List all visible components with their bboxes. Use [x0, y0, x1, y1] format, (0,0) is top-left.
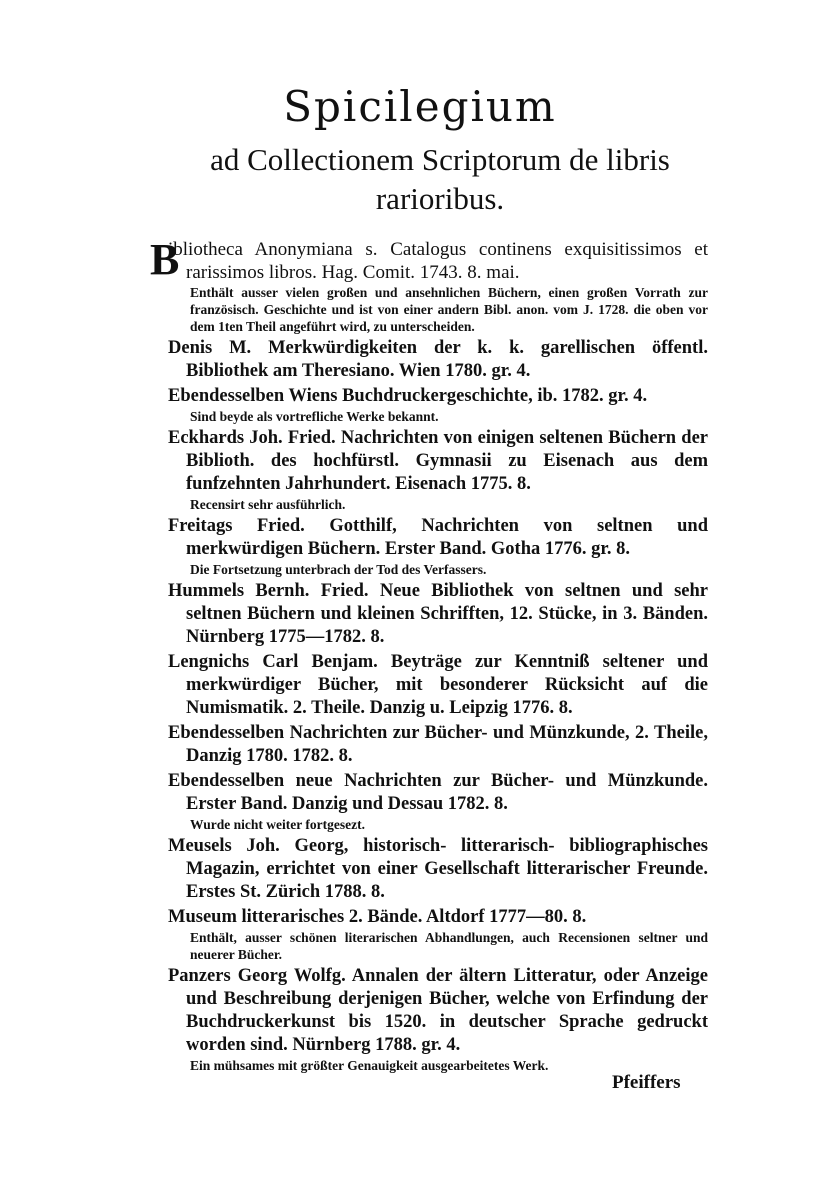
entry-citation: Lengnichs Carl Benjam. Beyträge zur Kenntniß seltener und merkwürdiger Bücher, mit besonderer Rücksicht auf die Numismatik. 2. Theile. Danzig u. Leipzig 1776. 8. — [168, 652, 708, 718]
entry-citation: Ebendesselben Nachrichten zur Bücher- und Münzkunde, 2. Theile, Danzig 1780. 1782. 8. — [168, 723, 708, 766]
entry-citation: Ebendesselben Wiens Buchdruckergeschichte, ib. 1782. gr. 4. — [168, 386, 648, 406]
bibliography-entry — [168, 965, 708, 1074]
entry-citation: ibliotheca Anonymiana s. Catalogus continens exquisitissimos et rarissimos libros. Hag. Comit. 1743. 8. mai. — [168, 239, 708, 283]
bibliography-entry — [168, 337, 708, 383]
bibliography-entry — [168, 835, 708, 904]
entry-note: Sind beyde als vortrefliche Werke bekannt. — [190, 409, 439, 424]
entry-note: Die Fortsetzung unterbrach der Tod des Verfassers. — [190, 562, 487, 577]
bibliography-entry — [168, 770, 708, 833]
entry-text — [150, 235, 708, 284]
entry-citation: Denis M. Merkwürdigkeiten der k. k. garellischen öffentl. Bibliothek am Theresiano. Wien 1780. gr. 4. — [168, 338, 708, 381]
bibliography-entry — [168, 385, 708, 425]
entry-citation: Freitags Fried. Gotthilf, Nachrichten von seltnen und merkwürdigen Büchern. Erster Band. Gotha 1776. gr. 8. — [168, 516, 708, 559]
bibliography-entry — [168, 427, 708, 513]
entry-citation: Panzers Georg Wolfg. Annalen der ältern Litteratur, oder Anzeige und Beschreibung derjenigen Bücher, welche von Erfindung der Buchdruckerkunst bis 1520. in deutscher Sprache gedruckt worden sind. Nürnberg 1788. gr. 4. — [168, 966, 708, 1055]
entry-note: Wurde nicht weiter fortgesezt. — [190, 817, 365, 832]
bibliography-entry — [168, 651, 708, 720]
entry-note: Recensirt sehr ausführlich. — [190, 497, 346, 512]
entry-citation: Meusels Joh. Georg, historisch- litterarisch- bibliographisches Magazin, errichtet von einer Gesellschaft litterarischer Freunde. Erstes St. Zürich 1788. 8. — [168, 836, 708, 902]
entry-note: Enthält ausser vielen großen und ansehnlichen Büchern, einen großen Vorrath zur französisch. Geschichte und ist von einer andern Bibl. anon. vom J. 1728. die oben vor dem 1ten Theil angeführt wird, zu unterscheiden. — [190, 285, 708, 334]
page-title: Spicilegium — [283, 82, 557, 131]
bibliography-entry — [168, 906, 708, 963]
drop-cap: B — [150, 235, 180, 284]
bibliography-entry — [168, 515, 708, 578]
entry-citation: Hummels Bernh. Fried. Neue Bibliothek von seltnen und sehr seltnen Büchern und kleinen Schrifften, 12. Stücke, in 3. Bänden. Nürnberg 1775—1782. 8. — [168, 581, 708, 647]
catchword: Pfeiffers — [612, 1072, 681, 1093]
entry-citation: Museum litterarisches 2. Bände. Altdorf 1777—80. 8. — [168, 907, 587, 927]
bibliography-entry — [168, 722, 708, 768]
entry-citation: Ebendesselben neue Nachrichten zur Bücher- und Münzkunde. Erster Band. Danzig und Dessau 1782. 8. — [168, 771, 708, 814]
bibliography-list — [150, 235, 708, 1076]
entry-note: Ein mühsames mit größter Genauigkeit ausgearbeitetes Werk. — [190, 1058, 549, 1073]
bibliography-entry — [168, 580, 708, 649]
entry-citation: Eckhards Joh. Fried. Nachrichten von einigen seltenen Büchern der Biblioth. des hochfürstl. Gymnasii zu Eisenach aus dem funfzehnten Jahrhundert. Eisenach 1775. 8. — [168, 428, 708, 494]
bibliography-entry — [150, 235, 708, 335]
entry-note: Enthält, ausser schönen literarischen Abhandlungen, auch Recensionen seltner und neuerer Bücher. — [190, 930, 708, 962]
page-subtitle: ad Collectionem Scriptorum de libris rarioribus. — [210, 142, 670, 216]
